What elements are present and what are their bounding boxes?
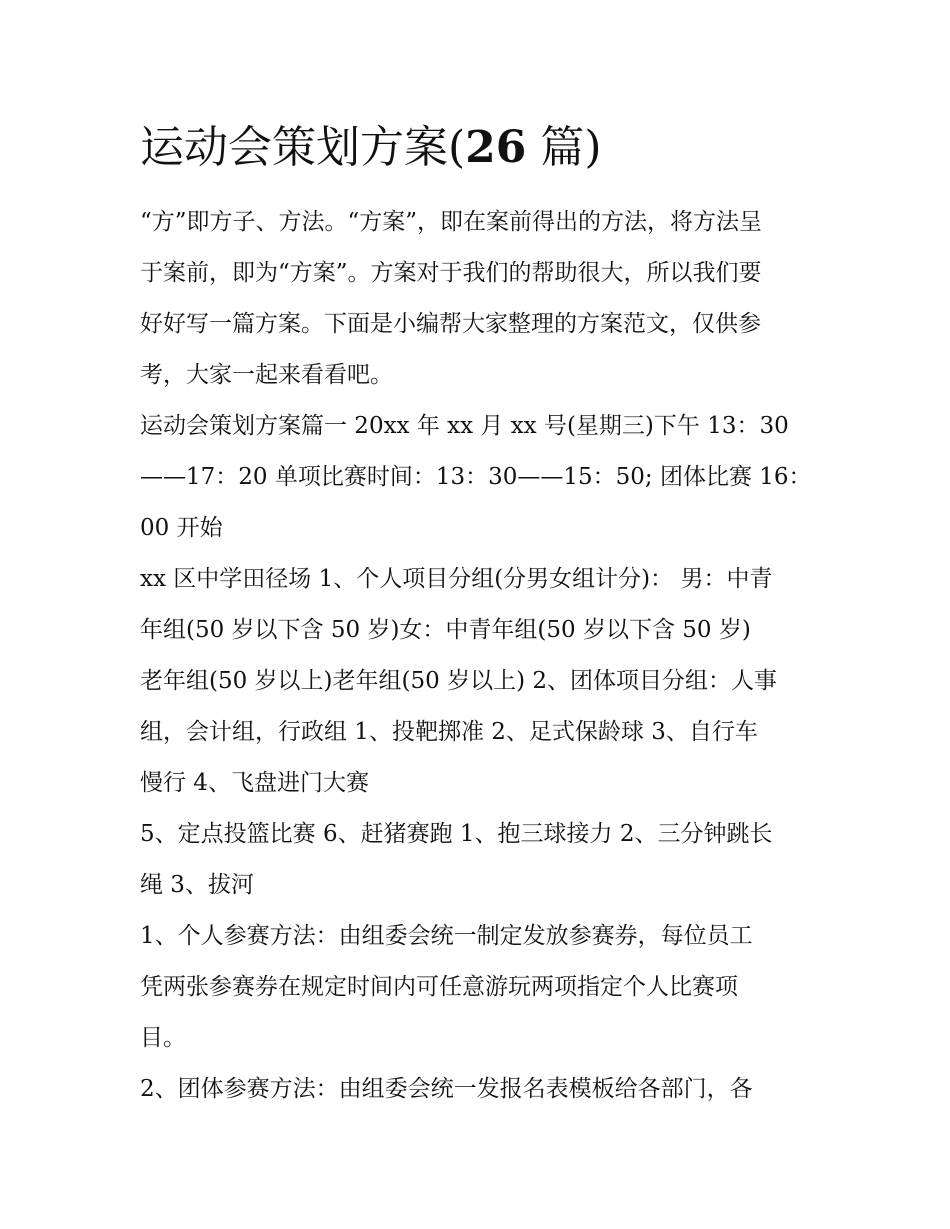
title-count: 26 <box>465 122 527 173</box>
text-line: 考，大家一起来看看吧。 <box>140 362 393 388</box>
title-suffix: 篇) <box>526 122 602 173</box>
text-line: xx 区中学田径场 1、个人项目分组(分男女组计分)： 男：中青 <box>140 566 773 592</box>
text-line: 年组(50 岁以下含 50 岁)女：中青年组(50 岁以下含 50 岁) <box>140 617 751 643</box>
text-line: 绳 3、拔河 <box>140 872 254 898</box>
document-body <box>140 197 820 1115</box>
paragraph-individual-rules <box>140 911 820 1064</box>
text-line: 2、团体参赛方法：由组委会统一发报名表模板给各部门，各 <box>140 1076 753 1102</box>
text-line: 00 开始 <box>140 515 223 541</box>
paragraph-groups <box>140 554 820 809</box>
text-line: ——17：20 单项比赛时间：13：30——15：50; 团体比赛 16： <box>140 464 812 490</box>
text-line: 运动会策划方案篇一 20xx 年 xx 月 xx 号(星期三)下午 13：30 <box>140 413 789 439</box>
text-line: 1、个人参赛方法：由组委会统一制定发放参赛券，每位员工 <box>140 923 753 949</box>
paragraph-events <box>140 809 820 911</box>
text-line: 好好写一篇方案。下面是小编帮大家整理的方案范文，仅供参 <box>140 311 761 337</box>
text-line: “方”即方子、方法。“方案”，即在案前得出的方法，将方法呈 <box>140 209 763 235</box>
text-line: 组，会计组，行政组 1、投靶掷准 2、足式保龄球 3、自行车 <box>140 719 758 745</box>
paragraph-intro <box>140 197 820 401</box>
text-line: 于案前，即为“方案”。方案对于我们的帮助很大，所以我们要 <box>140 260 762 286</box>
text-line: 慢行 4、飞盘进门大赛 <box>140 770 369 796</box>
text-line: 凭两张参赛券在规定时间内可任意游玩两项指定个人比赛项 <box>140 974 738 1000</box>
paragraph-team-rules <box>140 1064 820 1115</box>
text-line: 5、定点投篮比赛 6、赶猪赛跑 1、抱三球接力 2、三分钟跳长 <box>140 821 773 847</box>
document-title <box>140 116 602 180</box>
paragraph-schedule <box>140 401 820 554</box>
text-line: 老年组(50 岁以上)老年组(50 岁以上) 2、团体项目分组：人事 <box>140 668 777 694</box>
title-text: 运动会策划方案( <box>140 122 466 173</box>
text-line: 目。 <box>140 1025 186 1051</box>
